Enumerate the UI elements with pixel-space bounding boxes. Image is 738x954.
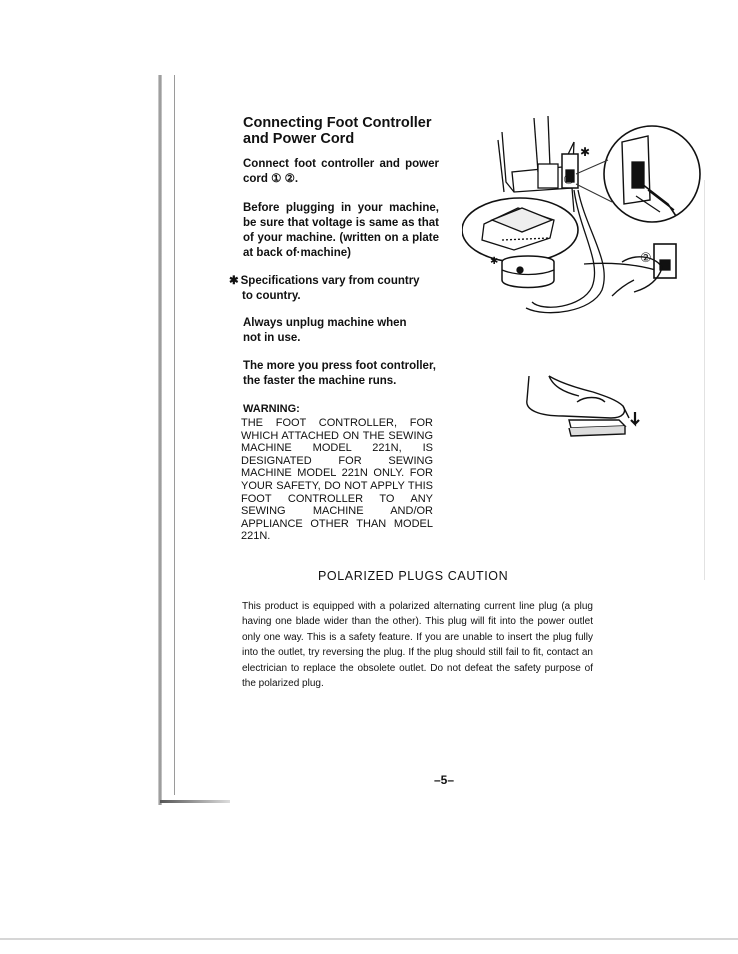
page-margin-line (174, 75, 175, 795)
unplug-paragraph: Always unplug machine when not in use. (243, 317, 407, 344)
polarized-plugs-text: This product is equipped with a polarized alternating current line plug (a plug having one blade wider than the other). This plug will fit into the power outlet only one way. This is a safety feature. If you are unable to insert the plug fully into the outlet, try reversing the plug. If the plug should still fail to fit, contact an electrician to replace the obsolete outlet. Do not defeat the safety purpose of the polarized plug. (242, 601, 593, 690)
scan-smudge (160, 800, 230, 803)
scan-bottom-edge (0, 938, 738, 940)
specifications-note (229, 274, 439, 304)
spec-line-2: to country. (242, 290, 301, 302)
speed-paragraph: The more you press foot controller, the faster the machine runs. (243, 360, 436, 387)
asterisk-icon: ✱ (580, 145, 591, 159)
heading-line-2: and Power Cord (243, 131, 355, 147)
polarized-plugs-caption: POLARIZED PLUGS CAUTION (318, 569, 509, 583)
foot-pressing-illustration (519, 372, 644, 440)
spec-line-1: Specifications vary from country (240, 275, 420, 287)
heading-line-1: Connecting Foot Controller (243, 115, 432, 131)
warning-text: THE FOOT CONTROLLER, FOR WHICH ATTACHED ON THE SEWING MACHINE MODEL 221N, IS DESIGNATED FOR SEWING MACHINE MODEL 221N ONLY. FOR YOUR SAFETY, DO NOT APPLY THIS FOOT CONTROLLER TO ANY SEWING MACHINE AND/OR APPLIANCE OTHER THAN MODEL 221N. (241, 417, 433, 543)
marker-1-icon: ① (563, 173, 575, 188)
asterisk-icon: ✱ (490, 256, 499, 267)
section-heading (243, 115, 453, 147)
scan-right-edge (704, 180, 705, 580)
page-number: –5– (434, 773, 455, 787)
connect-paragraph: Connect foot controller and power cord ① ②. (243, 158, 439, 185)
warning-label: WARNING: (243, 403, 300, 415)
binding-edge (158, 75, 162, 805)
marker-2-icon: ② (640, 251, 652, 266)
voltage-paragraph: Before plugging in your machine, be sure that voltage is same as that of your machine. (written on a plate at back of·machine) (243, 202, 439, 259)
asterisk-icon: ✱ (229, 275, 239, 287)
connection-illustration (462, 112, 702, 320)
